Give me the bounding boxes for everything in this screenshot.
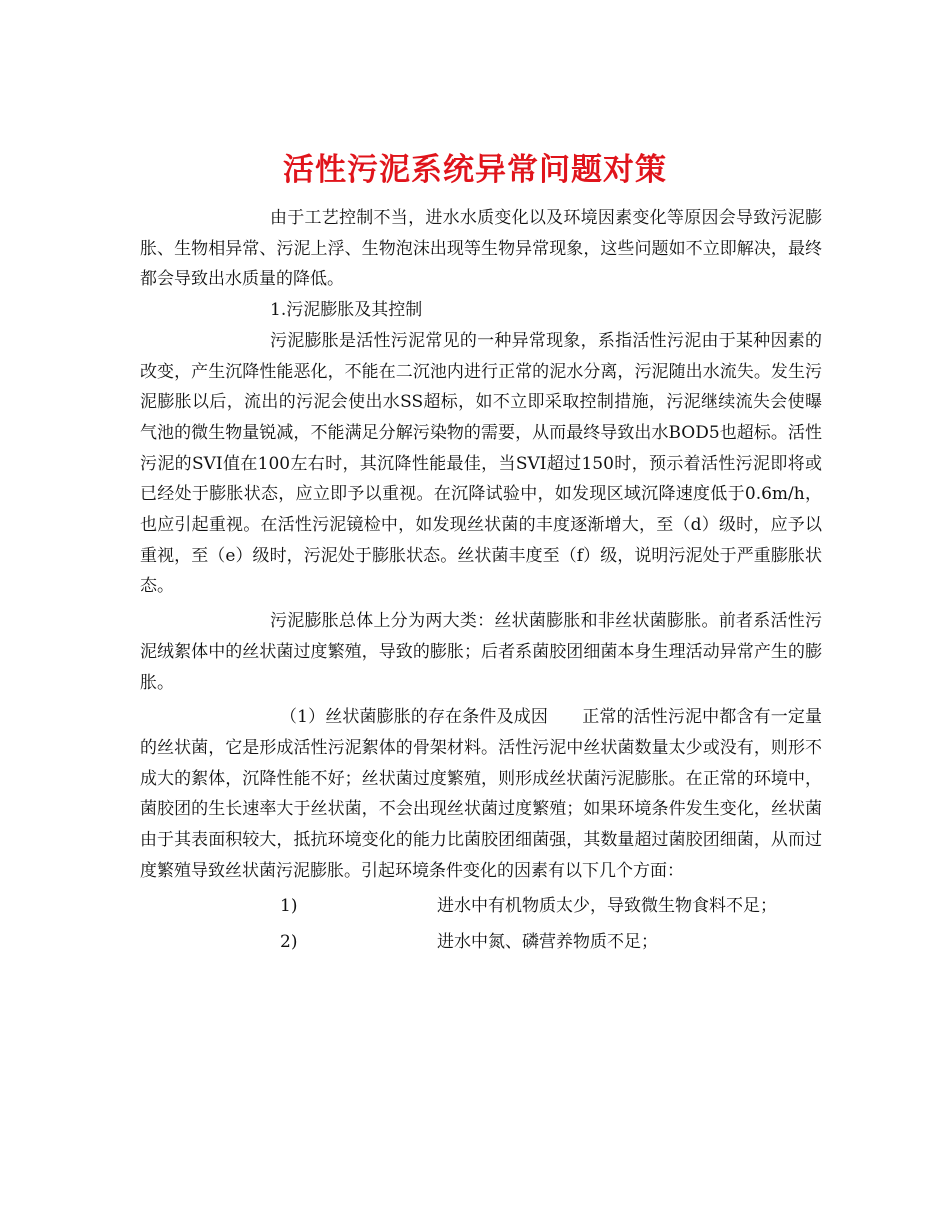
sludge-bulking-paragraph: 污泥膨胀是活性污泥常见的一种异常现象，系指活性污泥由于某种因素的改变，产生沉降性能恶化，不能在二沉池内进行正常的泥水分离，污泥随出水流失。发生污泥膨胀以后，流出的污泥会使出水SS超标，如不立即采取控制措施，污泥继续流失会使曝气池的微生物量锐减，不能满足分解污染物的需要，从而最终导致出水BOD5也超标。活性污泥的SVI值在100左右时，其沉降性能最佳，当SVI超过150时，预示着活性污泥即将或已经处于膨胀状态，应立即予以重视。在沉降试验中，如发现区域沉降速度低于0.6m/h，也应引起重视。在活性污泥镜检中，如发现丝状菌的丰度逐渐增大，至（d）级时，应予以重视，至（e）级时，污泥处于膨胀状态。丝状菌丰度至（f）级，说明污泥处于严重膨胀状态。 — [140, 330, 822, 597]
list-item — [140, 890, 822, 922]
list-item-number: 1) — [280, 896, 298, 917]
intro-paragraph: 由于工艺控制不当，进水水质变化以及环境因素变化等原因会导致污泥膨胀、生物相异常、污泥上浮、生物泡沫出现等生物异常现象，这些问题如不立即解决，最终都会导致出水质量的降低。 — [140, 208, 822, 290]
document-title: 活性污泥系统异常问题对策 — [283, 151, 667, 188]
filamentous-bulking-paragraph: （1）丝状菌膨胀的存在条件及成因 正常的活性污泥中都含有一定量的丝状菌，它是形成活性污泥絮体的骨架材料。活性污泥中丝状菌数量太少或没有，则形不成大的絮体，沉降性能不好；丝状菌过度繁殖，则形成丝状菌污泥膨胀。在正常的环境中，菌胶团的生长速率大于丝状菌，不会出现丝状菌过度繁殖；如果环境条件发生变化，丝状菌由于其表面积较大，抵抗环境变化的能力比菌胶团细菌强，其数量超过菌胶团细菌，从而过度繁殖导致丝状菌污泥膨胀。引起环境条件变化的因素有以下几个方面： — [140, 707, 822, 881]
list-item-text: 进水中有机物质太少，导致微生物食料不足； — [437, 896, 777, 917]
bulking-types-paragraph: 污泥膨胀总体上分为两大类：丝状菌膨胀和非丝状菌膨胀。前者系活性污泥绒絮体中的丝状菌过度繁殖，导致的膨胀；后者系菌胶团细菌本身生理活动异常产生的膨胀。 — [140, 611, 822, 693]
list-item-number: 2) — [280, 932, 298, 953]
list-item — [140, 926, 822, 958]
section-heading-sludge-bulking: 1.污泥膨胀及其控制 — [270, 300, 423, 321]
list-item-text: 进水中氮、磷营养物质不足； — [437, 932, 658, 953]
document-body — [140, 203, 822, 958]
